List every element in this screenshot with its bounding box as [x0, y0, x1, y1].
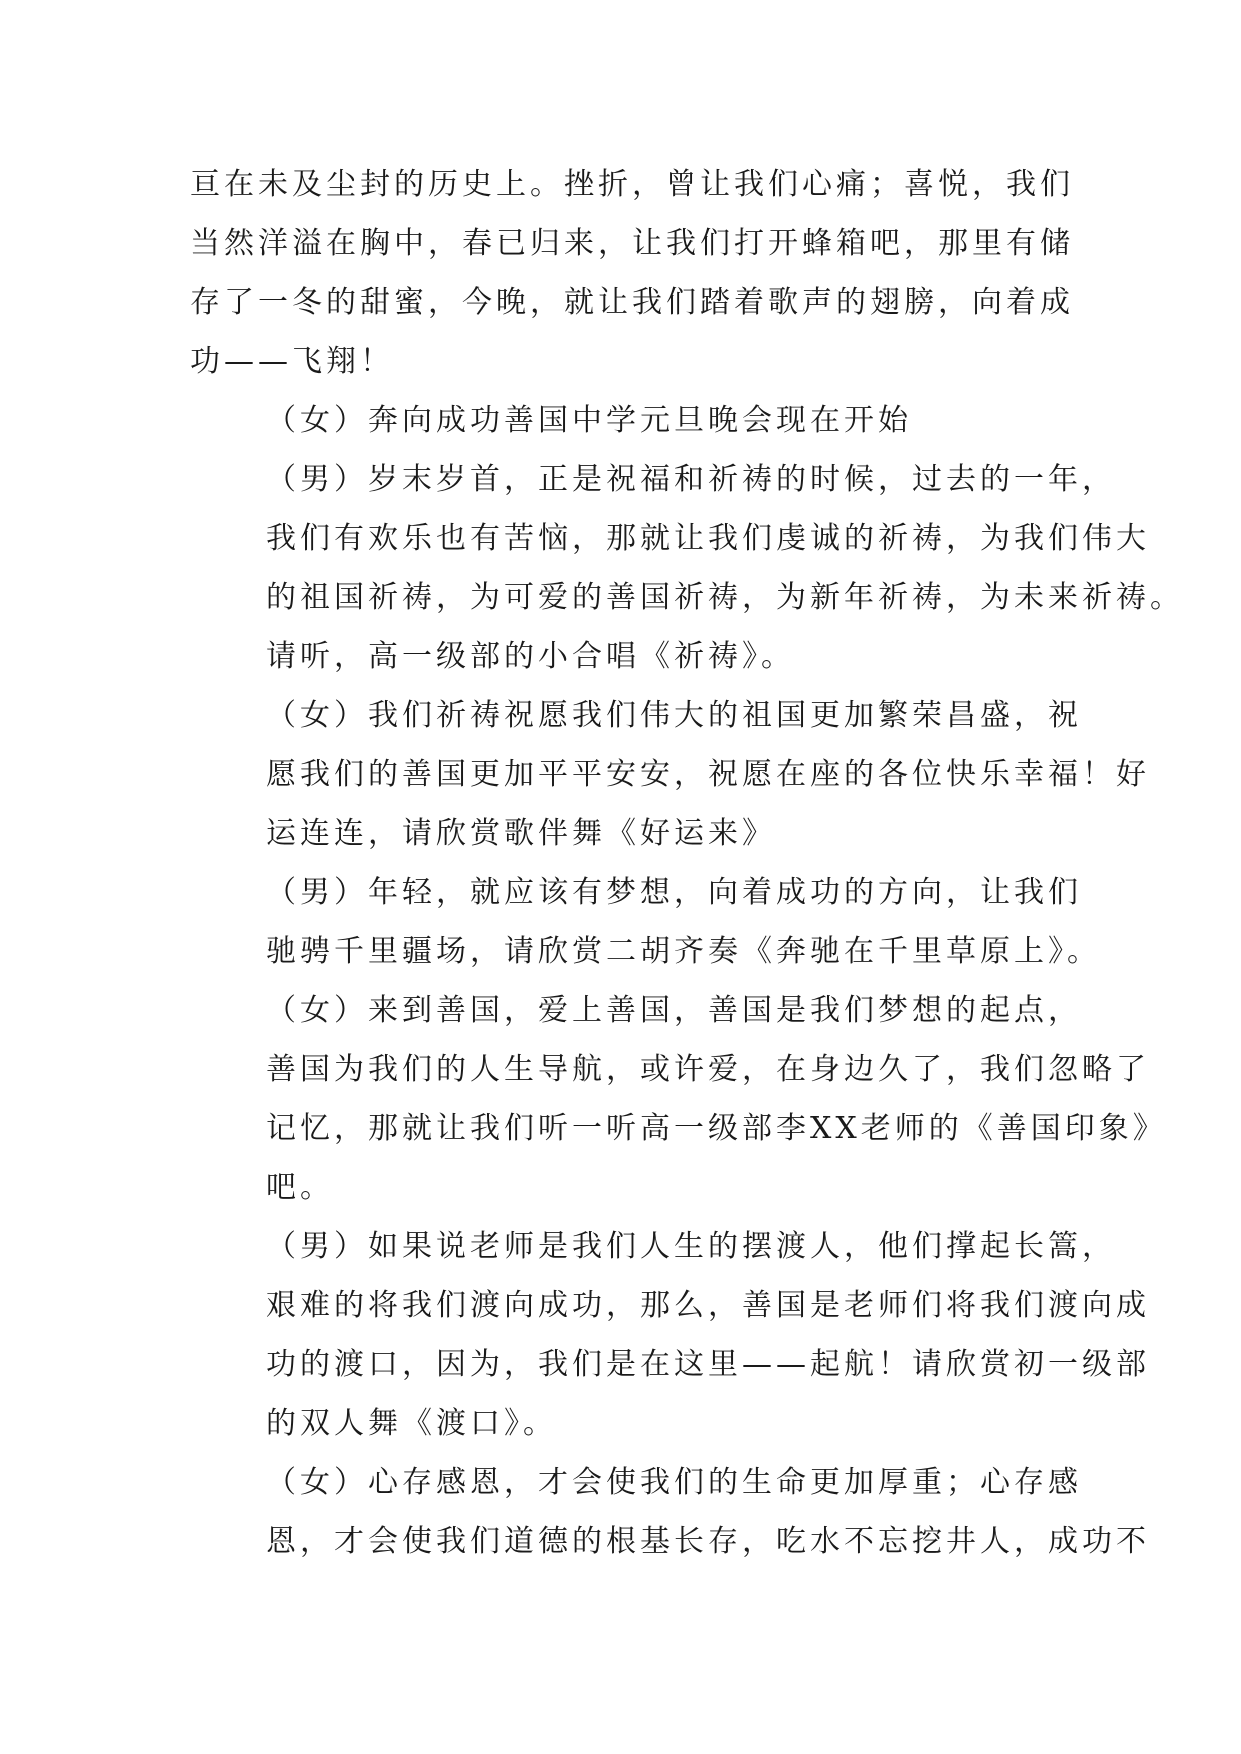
text-line: 亘在未及尘封的历史上。挫折，曾让我们心痛；喜悦，我们: [190, 167, 1074, 202]
text-line: 善国为我们的人生导航，或许爱，在身边久了，我们忽略了: [266, 1052, 1150, 1087]
text-line: 艰难的将我们渡向成功，那么，善国是老师们将我们渡向成: [266, 1288, 1150, 1323]
text-line: 吧。: [266, 1170, 334, 1205]
text-line: 运连连，请欣赏歌伴舞《好运来》: [266, 816, 776, 851]
text-line: （女）来到善国，爱上善国，善国是我们梦想的起点，: [266, 993, 1082, 1028]
text-line: 的祖国祈祷，为可爱的善国祈祷，为新年祈祷，为未来祈祷。: [266, 580, 1184, 615]
paragraph: [190, 981, 1167, 1217]
paragraph: [190, 155, 1074, 391]
text-line: （女）奔向成功善国中学元旦晚会现在开始: [266, 403, 912, 438]
text-line: （男）岁末岁首，正是祝福和祈祷的时候，过去的一年，: [266, 462, 1116, 497]
text-line: 存了一冬的甜蜜，今晚，就让我们踏着歌声的翅膀，向着成: [190, 285, 1074, 320]
text-line: 我们有欢乐也有苦恼，那就让我们虔诚的祈祷，为我们伟大: [266, 521, 1150, 556]
text-line: 的双人舞《渡口》。: [266, 1406, 557, 1441]
text-line: 当然洋溢在胸中，春已归来，让我们打开蜂箱吧，那里有储: [190, 226, 1074, 261]
paragraph: [190, 1453, 1150, 1571]
text-line: （女）心存感恩，才会使我们的生命更加厚重；心存感: [266, 1465, 1082, 1500]
paragraph: [190, 686, 1150, 863]
paragraph: [190, 1217, 1150, 1453]
paragraph: [190, 391, 1070, 450]
text-line: （男）年轻，就应该有梦想，向着成功的方向，让我们: [266, 875, 1082, 910]
text-line: （女）我们祈祷祝愿我们伟大的祖国更加繁荣昌盛，祝: [266, 698, 1082, 733]
text-line: 愿我们的善国更加平平安安，祝愿在座的各位快乐幸福！好: [266, 757, 1150, 792]
text-line: 恩，才会使我们道德的根基长存，吃水不忘挖井人，成功不: [266, 1524, 1150, 1559]
text-line: 功——飞翔！: [190, 344, 394, 379]
text-line: 驰骋千里疆场，请欣赏二胡齐奏《奔驰在千里草原上》。: [266, 934, 1101, 969]
paragraph: [190, 450, 1184, 686]
paragraph: [190, 863, 1101, 981]
document-body: [190, 155, 1184, 1571]
text-line: 功的渡口，因为，我们是在这里——起航！请欣赏初一级部: [266, 1347, 1150, 1382]
text-line: 记忆，那就让我们听一听高一级部李XX老师的《善国印象》: [266, 1111, 1167, 1146]
text-line: 请听，高一级部的小合唱《祈祷》。: [266, 639, 795, 674]
text-line: （男）如果说老师是我们人生的摆渡人，他们撑起长篙，: [266, 1229, 1116, 1264]
